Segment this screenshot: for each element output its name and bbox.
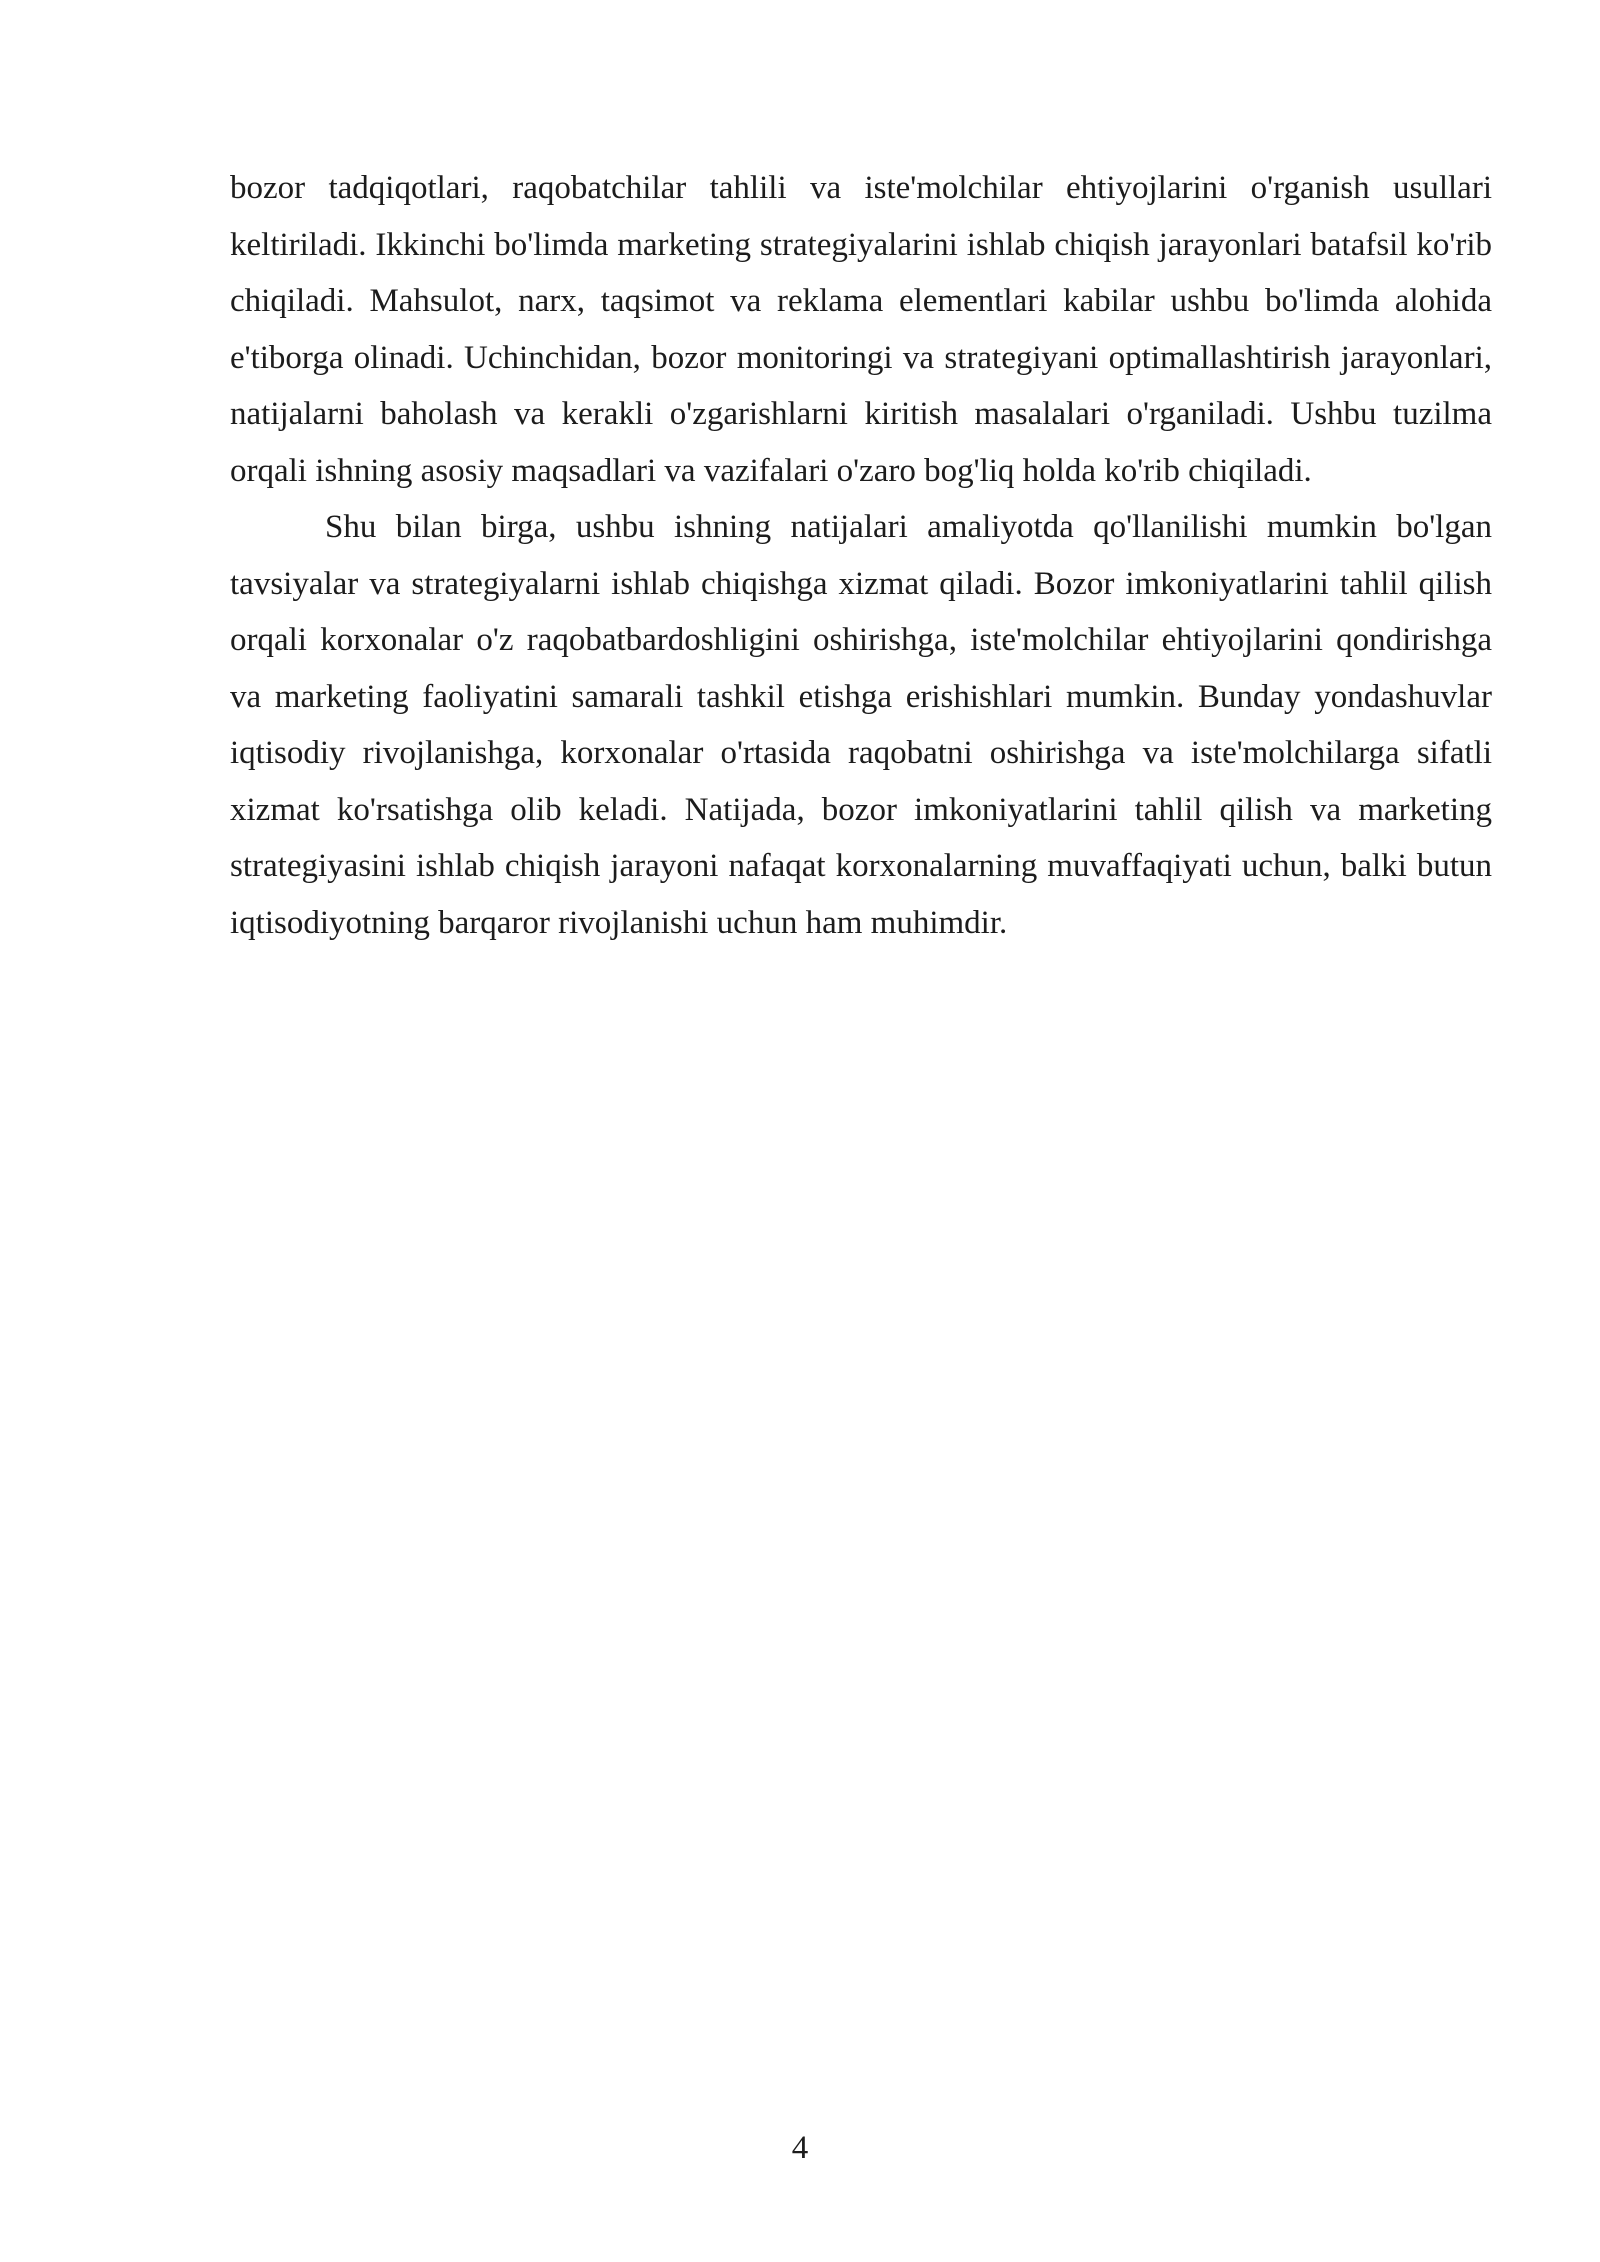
paragraph-results: Shu bilan birga, ushbu ishning natijalari amaliyotda qo'llanilishi mumkin bo'lgan tavsiyalar va strategiyalarni ishlab chiqishga xizmat qiladi. Bozor imkoniyatlarini tahlil qilish orqali korxonalar o'z raqobatbardoshligini oshirishga, iste'molchilar ehtiyojlarini qondirishga va marketing faoliyatini samarali tashkil etishga erishishlari mumkin. Bunday yondashuvlar iqtisodiy rivojlanishga, korxonalar o'rtasida raqobatni oshirishga va iste'molchilarga sifatli xizmat ko'rsatishga olib keladi. Natijada, bozor imkoniyatlarini tahlil qilish va marketing strategiyasini ishlab chiqish jarayoni nafaqat korxonalarning muvaffaqiyati uchun, balki butun iqtisodiyotning barqaror rivojlanishi uchun ham muhimdir. — [230, 509, 1492, 941]
paragraph-continuation: bozor tadqiqotlari, raqobatchilar tahlili va iste'molchilar ehtiyojlarini o'rganish usullari keltiriladi. Ikkinchi bo'limda marketing strategiyalarini ishlab chiqish jarayonlari batafsil ko'rib chiqiladi. Mahsulot, narx, taqsimot va reklama elementlari kabilar ushbu bo'limda alohida e'tiborga olinadi. Uchinchidan, bozor monitoringi va strategiyani optimallashtirish jarayonlari, natijalarni baholash va kerakli o'zgarishlarni kiritish masalalari o'rganiladi. Ushbu tuzilma orqali ishning asosiy maqsadlari va vazifalari o'zaro bog'liq holda ko'rib chiqiladi. — [230, 170, 1492, 489]
page-number: 4 — [791, 2130, 809, 2166]
body-text — [230, 160, 1492, 951]
